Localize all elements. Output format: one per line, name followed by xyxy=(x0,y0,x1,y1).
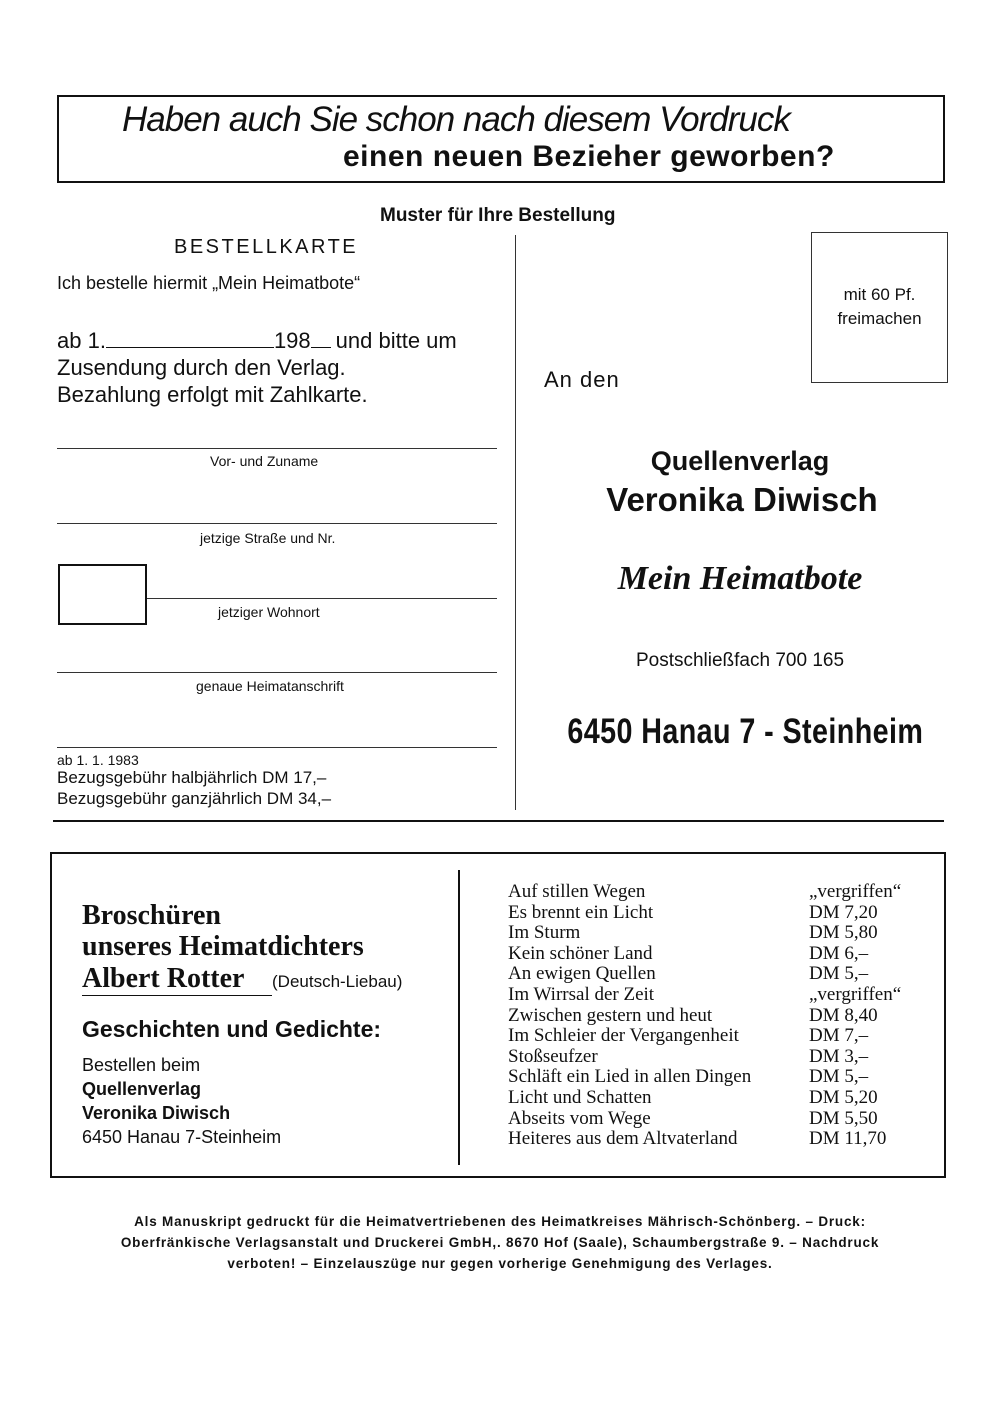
publisher-name: Quellenverlag xyxy=(650,446,830,476)
brochure-heading-2: unseres Heimatdichters xyxy=(82,931,364,962)
brochure-heading-1: Broschüren xyxy=(82,900,221,931)
book-title: Im Sturm xyxy=(508,922,581,944)
imprint-line-1: Als Manuskript gedruckt für die Heimatvertriebenen des Heimatkreises Mährisch-Schönberg. – Druck: xyxy=(134,1214,866,1229)
order-publisher: Quellenverlag xyxy=(82,1079,202,1099)
year-blank[interactable] xyxy=(311,346,331,348)
payment-line: Bezahlung erfolgt mit Zahlkarte. xyxy=(57,382,368,407)
start-date-prefix: ab 1. xyxy=(57,328,106,353)
book-row xyxy=(508,1129,928,1150)
book-price: DM 7,– xyxy=(809,1025,869,1047)
book-row xyxy=(508,923,928,944)
author-place: (Deutsch-Liebau) xyxy=(272,972,403,991)
magazine-title: Mein Heimatbote xyxy=(617,560,863,597)
book-row xyxy=(508,985,928,1006)
book-title: Kein schöner Land xyxy=(508,942,653,964)
order-statement: Ich bestelle hiermit „Mein Heimatbote“ xyxy=(57,273,361,293)
street-field-label: jetzige Straße und Nr. xyxy=(200,530,336,546)
order-city: 6450 Hanau 7-Steinheim xyxy=(82,1127,282,1147)
book-row xyxy=(508,1026,928,1047)
year-prefix: 198 xyxy=(273,328,311,353)
stamp-line-1: mit 60 Pf. xyxy=(843,285,916,304)
order-card-title: BESTELLKARTE xyxy=(174,236,359,258)
imprint-line-2: Oberfränkische Verlagsanstalt und Druckerei GmbH,. 8670 Hof (Saale), Schaumbergstraße 9. – Nachdruck xyxy=(120,1235,880,1250)
brochure-divider xyxy=(458,870,460,1165)
start-date-blank[interactable] xyxy=(106,346,274,348)
sample-order-label: Muster für Ihre Bestellung xyxy=(380,205,616,226)
book-price: DM 5,– xyxy=(809,1066,869,1088)
book-title: Im Wirrsal der Zeit xyxy=(508,983,655,1005)
publisher-owner: Veronika Diwisch xyxy=(606,481,878,518)
author-name: Albert Rotter xyxy=(82,963,245,994)
fee-half-year: Bezugsgebühr halbjährlich DM 17,– xyxy=(57,768,327,787)
name-field-line[interactable] xyxy=(57,448,497,449)
fee-date: ab 1. 1. 1983 xyxy=(57,752,139,768)
book-list xyxy=(508,882,928,1150)
book-title: An ewigen Quellen xyxy=(508,963,656,985)
book-row xyxy=(508,1006,928,1027)
author-underline xyxy=(82,995,272,996)
stamp-text xyxy=(811,283,948,331)
book-title: Abseits vom Wege xyxy=(508,1107,651,1129)
book-price: „vergriffen“ xyxy=(809,983,902,1005)
book-title: Schläft ein Lied in allen Dingen xyxy=(508,1066,752,1088)
order-from-label: Bestellen beim xyxy=(82,1055,201,1075)
headline-line-2: einen neuen Bezieher geworben? xyxy=(343,140,835,173)
book-row xyxy=(508,944,928,965)
town-field-label: jetziger Wohnort xyxy=(218,604,320,620)
start-date-suffix: und bitte um xyxy=(335,328,457,353)
book-price: „vergriffen“ xyxy=(809,881,902,902)
book-title: Es brennt ein Licht xyxy=(508,901,654,923)
book-row xyxy=(508,964,928,985)
book-title: Licht und Schatten xyxy=(508,1086,652,1108)
headline-line-1: Haben auch Sie schon nach diesem Vordruck xyxy=(122,100,790,139)
section-divider xyxy=(53,820,944,822)
order-owner: Veronika Diwisch xyxy=(82,1103,231,1123)
po-box: Postschließfach 700 165 xyxy=(635,650,845,671)
book-price: DM 5,50 xyxy=(809,1107,878,1129)
book-price: DM 5,20 xyxy=(809,1086,878,1108)
book-price: DM 8,40 xyxy=(809,1004,878,1026)
stamp-line-2: freimachen xyxy=(837,309,922,328)
brochure-subheading: Geschichten und Gedichte: xyxy=(82,1016,382,1042)
book-row xyxy=(508,1109,928,1130)
checkbox-box[interactable] xyxy=(58,564,147,625)
postal-city: 6450 Hanau 7 - Steinheim xyxy=(567,712,924,751)
name-field-label: Vor- und Zuname xyxy=(210,453,319,469)
home-address-field-line[interactable] xyxy=(57,672,497,673)
book-price: DM 7,20 xyxy=(809,901,878,923)
book-title: Zwischen gestern und heut xyxy=(508,1004,713,1026)
book-price: DM 5,80 xyxy=(809,922,878,944)
book-price: DM 3,– xyxy=(809,1045,869,1067)
book-row xyxy=(508,1088,928,1109)
book-row xyxy=(508,1047,928,1068)
book-row xyxy=(508,1067,928,1088)
signature-field-line[interactable] xyxy=(57,747,497,748)
book-row xyxy=(508,903,928,924)
book-title: Stoßseufzer xyxy=(508,1045,598,1067)
book-price: DM 6,– xyxy=(809,942,869,964)
delivery-line: Zusendung durch den Verlag. xyxy=(57,355,346,380)
book-title: Auf stillen Wegen xyxy=(508,881,646,902)
town-field-line[interactable] xyxy=(147,598,497,599)
book-title: Im Schleier der Vergangenheit xyxy=(508,1025,739,1047)
imprint-footer xyxy=(60,1211,940,1274)
recipient-prefix: An den xyxy=(544,367,620,392)
imprint-line-3: verboten! – Einzelauszüge nur gegen vorherige Genehmigung des Verlages. xyxy=(227,1256,773,1271)
book-row xyxy=(508,882,928,903)
card-divider xyxy=(515,235,516,810)
book-price: DM 5,– xyxy=(809,963,869,985)
start-date-line xyxy=(57,328,457,354)
home-address-field-label: genaue Heimatanschrift xyxy=(196,678,344,694)
street-field-line[interactable] xyxy=(57,523,497,524)
fee-full-year: Bezugsgebühr ganzjährlich DM 34,– xyxy=(57,789,332,808)
book-title: Heiteres aus dem Altvaterland xyxy=(508,1128,738,1150)
book-price: DM 11,70 xyxy=(809,1128,887,1150)
